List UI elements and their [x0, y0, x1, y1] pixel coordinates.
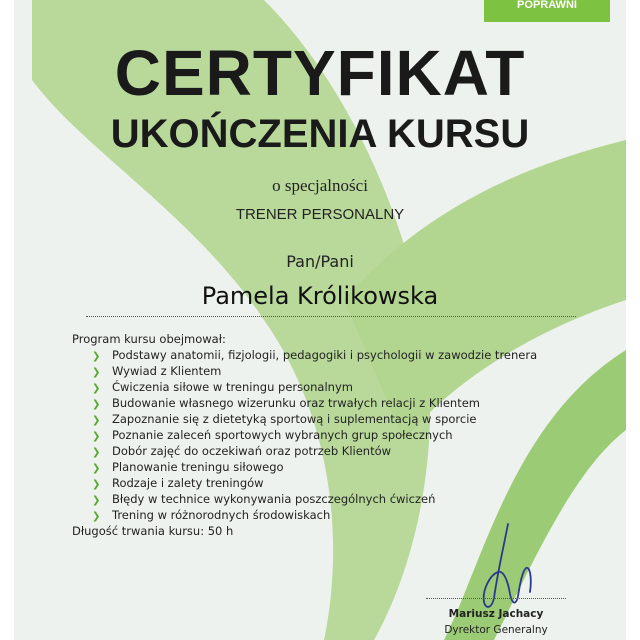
check-chevron-icon: ❯	[92, 511, 101, 522]
program-item: ❯ Budowanie własnego wizerunku oraz trwałych relacji z Klientem	[92, 395, 537, 411]
check-chevron-icon: ❯	[92, 447, 101, 458]
program-item: ❯ Poznanie zaleceń sportowych wybranych grup społecznych	[92, 427, 537, 443]
check-chevron-icon: ❯	[92, 479, 101, 490]
specialty-value: TRENER PERSONALNY	[235, 206, 405, 223]
certificate-page	[14, 0, 626, 640]
check-chevron-icon: ❯	[92, 351, 101, 362]
check-chevron-icon: ❯	[92, 415, 101, 426]
check-chevron-icon: ❯	[92, 399, 101, 410]
recipient-name: Pamela Królikowska	[201, 282, 439, 310]
certificate-subtitle: UKOŃCZENIA KURSU	[110, 112, 530, 156]
program-item: ❯ Rodzaje i zalety treningów	[92, 475, 537, 491]
check-chevron-icon: ❯	[92, 495, 101, 506]
program-item: ❯ Planowanie treningu siłowego	[92, 459, 537, 475]
program-item: ❯ Podstawy anatomii, fizjologii, pedagogiki i psychologii w zawodzie trenera	[92, 347, 537, 363]
program-item: ❯ Błędy w technice wykonywania poszczególnych ćwiczeń	[92, 491, 537, 507]
check-chevron-icon: ❯	[92, 367, 101, 378]
course-duration: Długość trwania kursu: 50 h	[72, 524, 234, 538]
program-item: ❯ Trening w różnorodnych środowiskach	[92, 507, 537, 523]
program-list	[92, 347, 537, 523]
check-chevron-icon: ❯	[92, 463, 101, 474]
name-divider	[86, 316, 576, 317]
program-item: ❯ Ćwiczenia siłowe w treningu personalnym	[92, 379, 537, 395]
specialty-intro: o specjalności	[272, 176, 368, 195]
salutation: Pan/Pani	[286, 252, 354, 271]
brand-logo-text: POPRAWNI	[517, 0, 577, 11]
program-item: ❯ Dobór zajęć do oczekiwań oraz potrzeb Klientów	[92, 443, 537, 459]
check-chevron-icon: ❯	[92, 383, 101, 394]
handwritten-signature	[464, 520, 554, 615]
certificate-title: CERTYFIKAT	[114, 37, 526, 109]
signer-name: Mariusz Jachacy	[448, 608, 544, 620]
signer-role: Dyrektor Generalny	[444, 624, 548, 636]
program-item: ❯ Wywiad z Klientem	[92, 363, 537, 379]
signature-line	[426, 598, 566, 599]
check-chevron-icon: ❯	[92, 431, 101, 442]
program-heading: Program kursu obejmował:	[72, 332, 226, 346]
program-item: ❯ Zapoznanie się z dietetyką sportową i suplementacją w sporcie	[92, 411, 537, 427]
brand-logo	[484, 0, 610, 22]
